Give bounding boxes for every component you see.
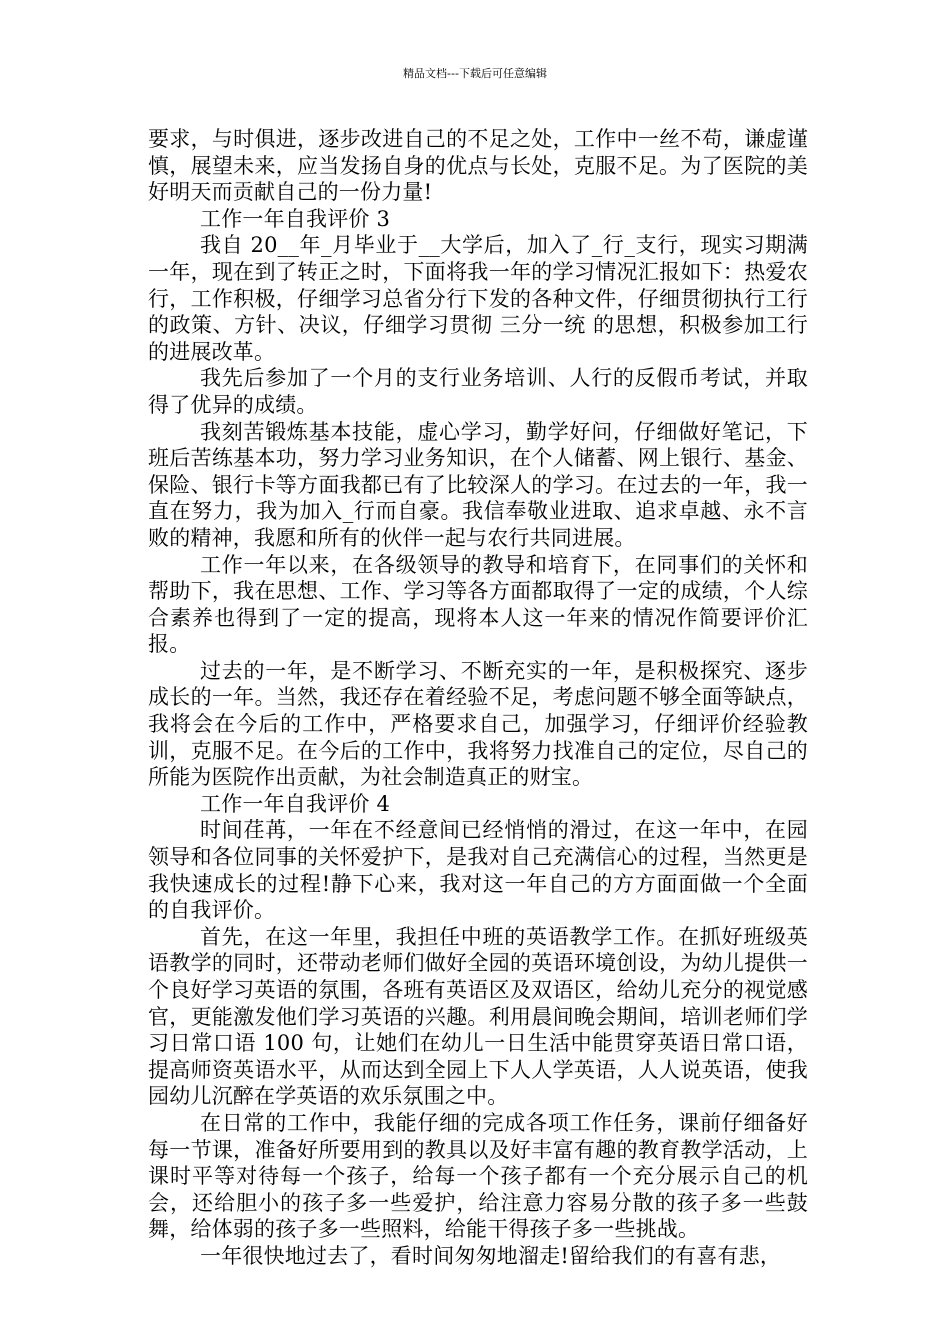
paragraph: 工作一年以来，在各级领导的教导和培育下，在同事们的关怀和帮助下，我在思想、工作、学习等各方面都取得了一定的成绩，个人综合素养也得到了一定的提高，现将本人这一年来的情况作简要评价汇报。	[148, 552, 808, 657]
paragraph: 我刻苦锻炼基本技能，虚心学习，勤学好问，仔细做好笔记，下班后苦练基本功，努力学习业务知识，在个人储蓄、网上银行、基金、保险、银行卡等方面我都已有了比较深人的学习。在过去的一年，我一直在努力，我为加入_行而自豪。我信奉敬业进取、追求卓越、永不言败的精神，我愿和所有的伙伴一起与农行共同进展。	[148, 419, 808, 550]
page-header: 精品文档---下载后可任意编辑	[403, 67, 547, 80]
paragraph: 一年很快地过去了，看时间匆匆地溜走!留给我们的有喜有悲，	[200, 1243, 782, 1268]
paragraph: 我自 20__年_月毕业于__大学后，加入了_行_支行，现实习期满一年，现在到了转正之时，下面将我一年的学习情况汇报如下：热爱农行，工作积极，仔细学习总省分行下发的各种文件，仔细贯彻执行工行的政策、方针、决议，仔细学习贯彻 三分一统 的思想，积极参加工行的进展改革。	[148, 233, 808, 364]
paragraph: 要求，与时俱进，逐步改进自己的不足之处，工作中一丝不苟，谦虚谨慎，展望未来，应当发扬自身的优点与长处，克服不足。为了医院的美好明天而贡献自己的一份力量!	[148, 127, 808, 205]
paragraph: 我先后参加了一个月的支行业务培训、人行的反假币考试，并取得了优异的成绩。	[148, 366, 808, 417]
paragraph: 时间荏苒，一年在不经意间已经悄悄的滑过，在这一年中，在园领导和各位同事的关怀爱护下，是我对自己充满信心的过程，当然更是我快速成长的过程!静下心来，我对这一年自己的方方面面做一个全面的自我评价。	[148, 818, 808, 923]
paragraph: 首先，在这一年里，我担任中班的英语教学工作。在抓好班级英语教学的同时，还带动老师们做好全园的英语环境创设，为幼儿提供一个良好学习英语的氛围，各班有英语区及双语区，给幼儿充分的视觉感官，更能激发他们学习英语的兴趣。利用晨间晚会期间，培训老师们学习日常口语 100 句，让她们在幼儿一日生活中能贯穿英语日常口语，提高师资英语水平，从而达到全园上下人人学英语，人人说英语，使我园幼儿沉醉在学英语的欢乐氛围之中。	[148, 924, 808, 1109]
paragraph: 在日常的工作中，我能仔细的完成各项工作任务，课前仔细备好每一节课，准备好所要用到的教具以及好丰富有趣的教育教学活动，上课时平等对待每一个孩子，给每一个孩子都有一个充分展示自己的机会，还给胆小的孩子多一些爱护，给注意力容易分散的孩子多一些鼓舞，给体弱的孩子多一些照料，给能干得孩子多一些挑战。	[148, 1110, 808, 1242]
document-body	[148, 126, 808, 1270]
paragraph: 过去的一年，是不断学习、不断充实的一年，是积极探究、逐步成长的一年。当然，我还存在着经验不足，考虑问题不够全面等缺点，我将会在今后的工作中，严格要求自己，加强学习，仔细评价经验教训，克服不足。在今后的工作中，我将努力找准自己的定位，尽自己的所能为医院作出贡献，为社会制造真正的财宝。	[148, 658, 808, 790]
section-heading: 工作一年自我评价 4	[200, 791, 391, 816]
section-heading: 工作一年自我评价 3	[200, 206, 391, 231]
